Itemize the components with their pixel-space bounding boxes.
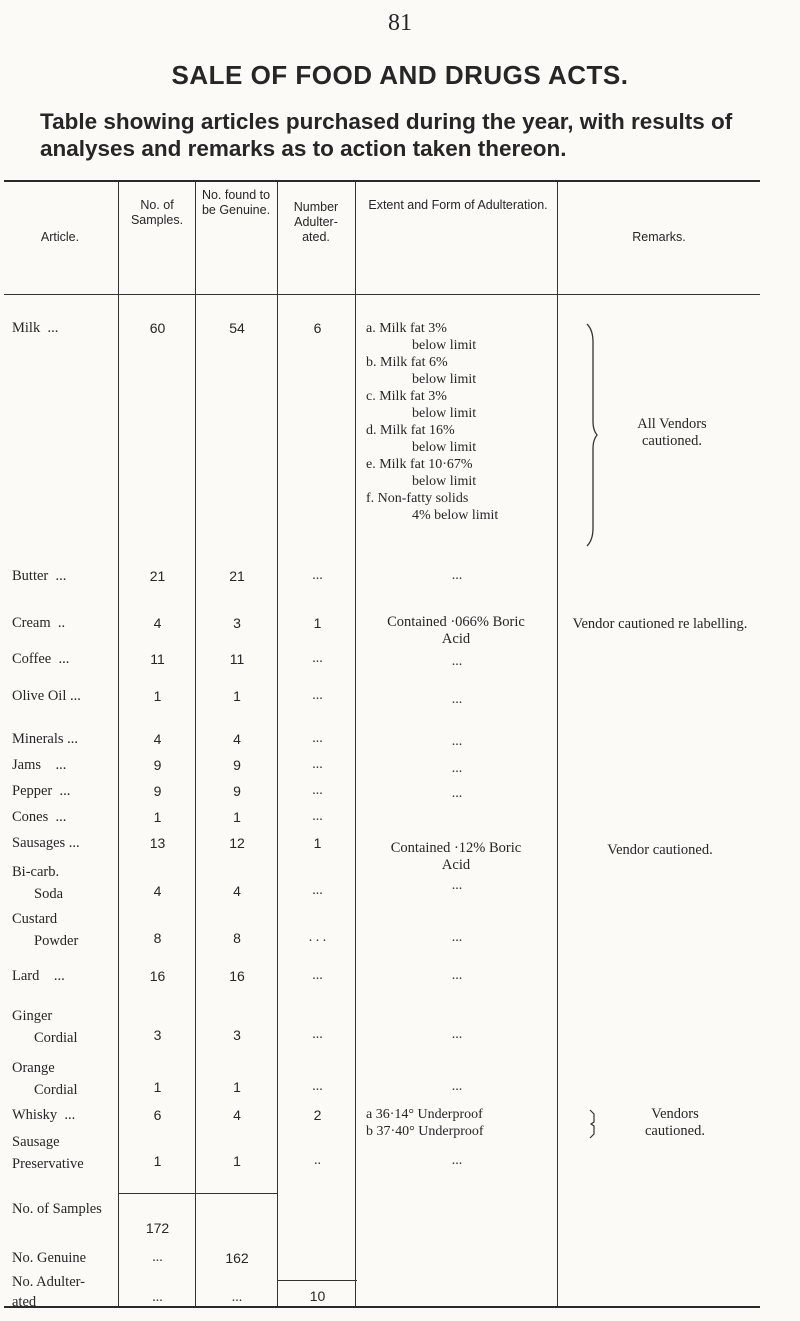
adulterated-coffee: ... [312, 651, 323, 666]
article-orange-cordial: Orange Cordial [12, 1060, 78, 1098]
article-bicarb-soda: Bi-carb. Soda [12, 864, 63, 902]
extent-ginger-cordial: ... [451, 1027, 463, 1042]
brace-icon [588, 1108, 598, 1140]
article-whisky: Whisky ... [12, 1107, 76, 1123]
total-samples-value: 172 [145, 1220, 170, 1236]
samples-coffee: 11 [150, 651, 165, 667]
extent-coffee: ... [451, 654, 463, 669]
bottom-rule [4, 1306, 760, 1308]
adulterated-minerals: ... [312, 731, 323, 746]
article-olive-oil: Olive Oil ... [12, 688, 81, 704]
total-adulterated-value: 10 [309, 1288, 326, 1304]
adulterated-butter: ... [312, 568, 323, 583]
col-divider [557, 182, 558, 1306]
extent-custard-powder: ... [451, 930, 463, 945]
genuine-orange-cordial: 1 [233, 1079, 241, 1095]
sausages-extent: Contained ·12% Boric Acid [390, 840, 522, 873]
page-title: SALE OF FOOD AND DRUGS ACTS. [171, 60, 629, 90]
genuine-custard-powder: 8 [233, 930, 241, 946]
milk-extent-d: d. Milk fat 16% below limit [366, 423, 477, 455]
genuine-bicarb-soda: 4 [233, 883, 241, 899]
samples-milk: 60 [149, 320, 166, 336]
genuine-pepper: 9 [233, 783, 241, 799]
samples-bicarb-soda: 4 [153, 883, 162, 899]
col-divider [277, 182, 278, 1306]
article-minerals: Minerals ... [12, 731, 79, 747]
article-milk: Milk ... [12, 320, 59, 336]
cream-remark: Vendor cautioned re labelling. [572, 616, 748, 632]
adulterated-olive-oil: ... [312, 688, 323, 703]
whisky-remark: Vendors cautioned. [645, 1106, 705, 1139]
genuine-whisky: 4 [233, 1107, 241, 1123]
total-genuine-dots: ... [152, 1250, 163, 1265]
article-sausages: Sausages ... [12, 835, 80, 851]
milk-extent-f: f. Non-fatty solids 4% below limit [366, 491, 499, 523]
extent-olive-oil: ... [451, 692, 463, 707]
totals-rule-adulterated [277, 1280, 357, 1281]
genuine-coffee: 11 [229, 651, 245, 667]
total-adulterated-label: No. Adulter- ated [12, 1274, 86, 1310]
adulterated-sausage-preservative: .. [314, 1153, 321, 1168]
extent-sausage-preservative: ... [451, 1153, 463, 1168]
adulterated-orange-cordial: ... [312, 1079, 323, 1094]
samples-butter: 21 [149, 568, 166, 584]
adulterated-lard: ... [312, 968, 323, 983]
totals-rule-samples [119, 1193, 277, 1194]
adulterated-cones: ... [312, 809, 323, 824]
article-cones: Cones ... [12, 809, 67, 825]
article-coffee: Coffee ... [12, 651, 70, 667]
extent-jams: ... [451, 761, 463, 776]
table-caption: Table showing articles purchased during the year, with results of analyses and remarks as to action taken thereon. [40, 109, 733, 161]
header-genuine: No. found to be Genuine. [201, 188, 271, 217]
adulterated-jams: ... [312, 757, 323, 772]
samples-cream: 4 [153, 615, 162, 631]
whisky-extent: a 36·14° Underproof b 37·40° Underproof [366, 1107, 484, 1139]
genuine-minerals: 4 [233, 731, 241, 747]
extent-lard: ... [451, 968, 463, 983]
header-samples: No. of Samples. [130, 198, 184, 227]
extent-minerals: ... [451, 734, 463, 749]
article-lard: Lard ... [12, 968, 65, 984]
article-cream: Cream .. [12, 615, 66, 631]
article-sausage-preservative: Sausage Preservative [12, 1134, 84, 1172]
samples-orange-cordial: 1 [153, 1079, 162, 1095]
samples-lard: 16 [149, 968, 166, 984]
milk-extent-e: e. Milk fat 10·67% below limit [366, 457, 477, 489]
genuine-cream: 3 [233, 615, 241, 631]
adulterated-custard-powder: . . . [308, 930, 327, 945]
header-remarks: Remarks. [632, 230, 686, 244]
article-custard-powder: Custard Powder [12, 911, 79, 949]
samples-jams: 9 [153, 757, 162, 773]
brace-icon [585, 322, 599, 548]
samples-cones: 1 [153, 809, 162, 825]
adulterated-whisky: 2 [313, 1107, 322, 1123]
header-adulterated: Number Adulter- ated. [293, 200, 339, 244]
samples-custard-powder: 8 [153, 930, 162, 946]
genuine-lard: 16 [229, 968, 245, 984]
total-genuine-value: 162 [225, 1250, 249, 1266]
adulterated-sausages: 1 [313, 835, 322, 851]
samples-minerals: 4 [153, 731, 162, 747]
total-adulterated-dots-samples: ... [152, 1290, 163, 1305]
samples-sausage-preservative: 1 [153, 1153, 162, 1169]
header-extent: Extent and Form of Adulteration. [368, 198, 548, 212]
adulterated-milk: 6 [313, 320, 322, 336]
samples-pepper: 9 [153, 783, 162, 799]
article-ginger-cordial: Ginger Cordial [12, 1008, 78, 1046]
milk-extent-b: b. Milk fat 6% below limit [366, 355, 477, 387]
genuine-jams: 9 [233, 757, 241, 773]
adulterated-pepper: ... [312, 783, 323, 798]
genuine-cones: 1 [233, 809, 241, 825]
adulterated-bicarb-soda: ... [312, 883, 323, 898]
milk-extent-c: c. Milk fat 3% below limit [366, 389, 477, 421]
samples-ginger-cordial: 3 [153, 1027, 162, 1043]
header-article: Article. [40, 230, 80, 244]
adulterated-cream: 1 [313, 615, 322, 631]
article-butter: Butter ... [12, 568, 67, 584]
extent-butter: ... [451, 568, 463, 583]
extent-orange-cordial: ... [451, 1079, 463, 1094]
total-genuine-label: No. Genuine [12, 1250, 87, 1266]
extent-pepper: ... [451, 786, 463, 801]
cream-extent: Contained ·066% Boric Acid [387, 614, 525, 647]
genuine-sausage-preservative: 1 [233, 1153, 241, 1169]
samples-whisky: 6 [153, 1107, 162, 1123]
total-adulterated-dots-genuine: ... [231, 1290, 243, 1305]
adulterated-ginger-cordial: ... [312, 1027, 323, 1042]
extent-bicarb-soda: ... [451, 878, 463, 893]
article-jams: Jams ... [12, 757, 67, 773]
genuine-olive-oil: 1 [233, 688, 241, 704]
genuine-ginger-cordial: 3 [233, 1027, 241, 1043]
milk-remark: All Vendors cautioned. [637, 416, 707, 449]
sausages-remark: Vendor cautioned. [607, 842, 713, 858]
total-samples-label: No. of Samples [12, 1201, 102, 1217]
milk-extent-a: a. Milk fat 3% below limit [366, 321, 477, 353]
article-pepper: Pepper ... [12, 783, 71, 799]
genuine-sausages: 12 [229, 835, 245, 851]
page-number: 81 [388, 10, 412, 36]
samples-olive-oil: 1 [153, 688, 162, 704]
genuine-milk: 54 [229, 320, 245, 336]
samples-sausages: 13 [149, 835, 166, 851]
genuine-butter: 21 [229, 568, 245, 584]
